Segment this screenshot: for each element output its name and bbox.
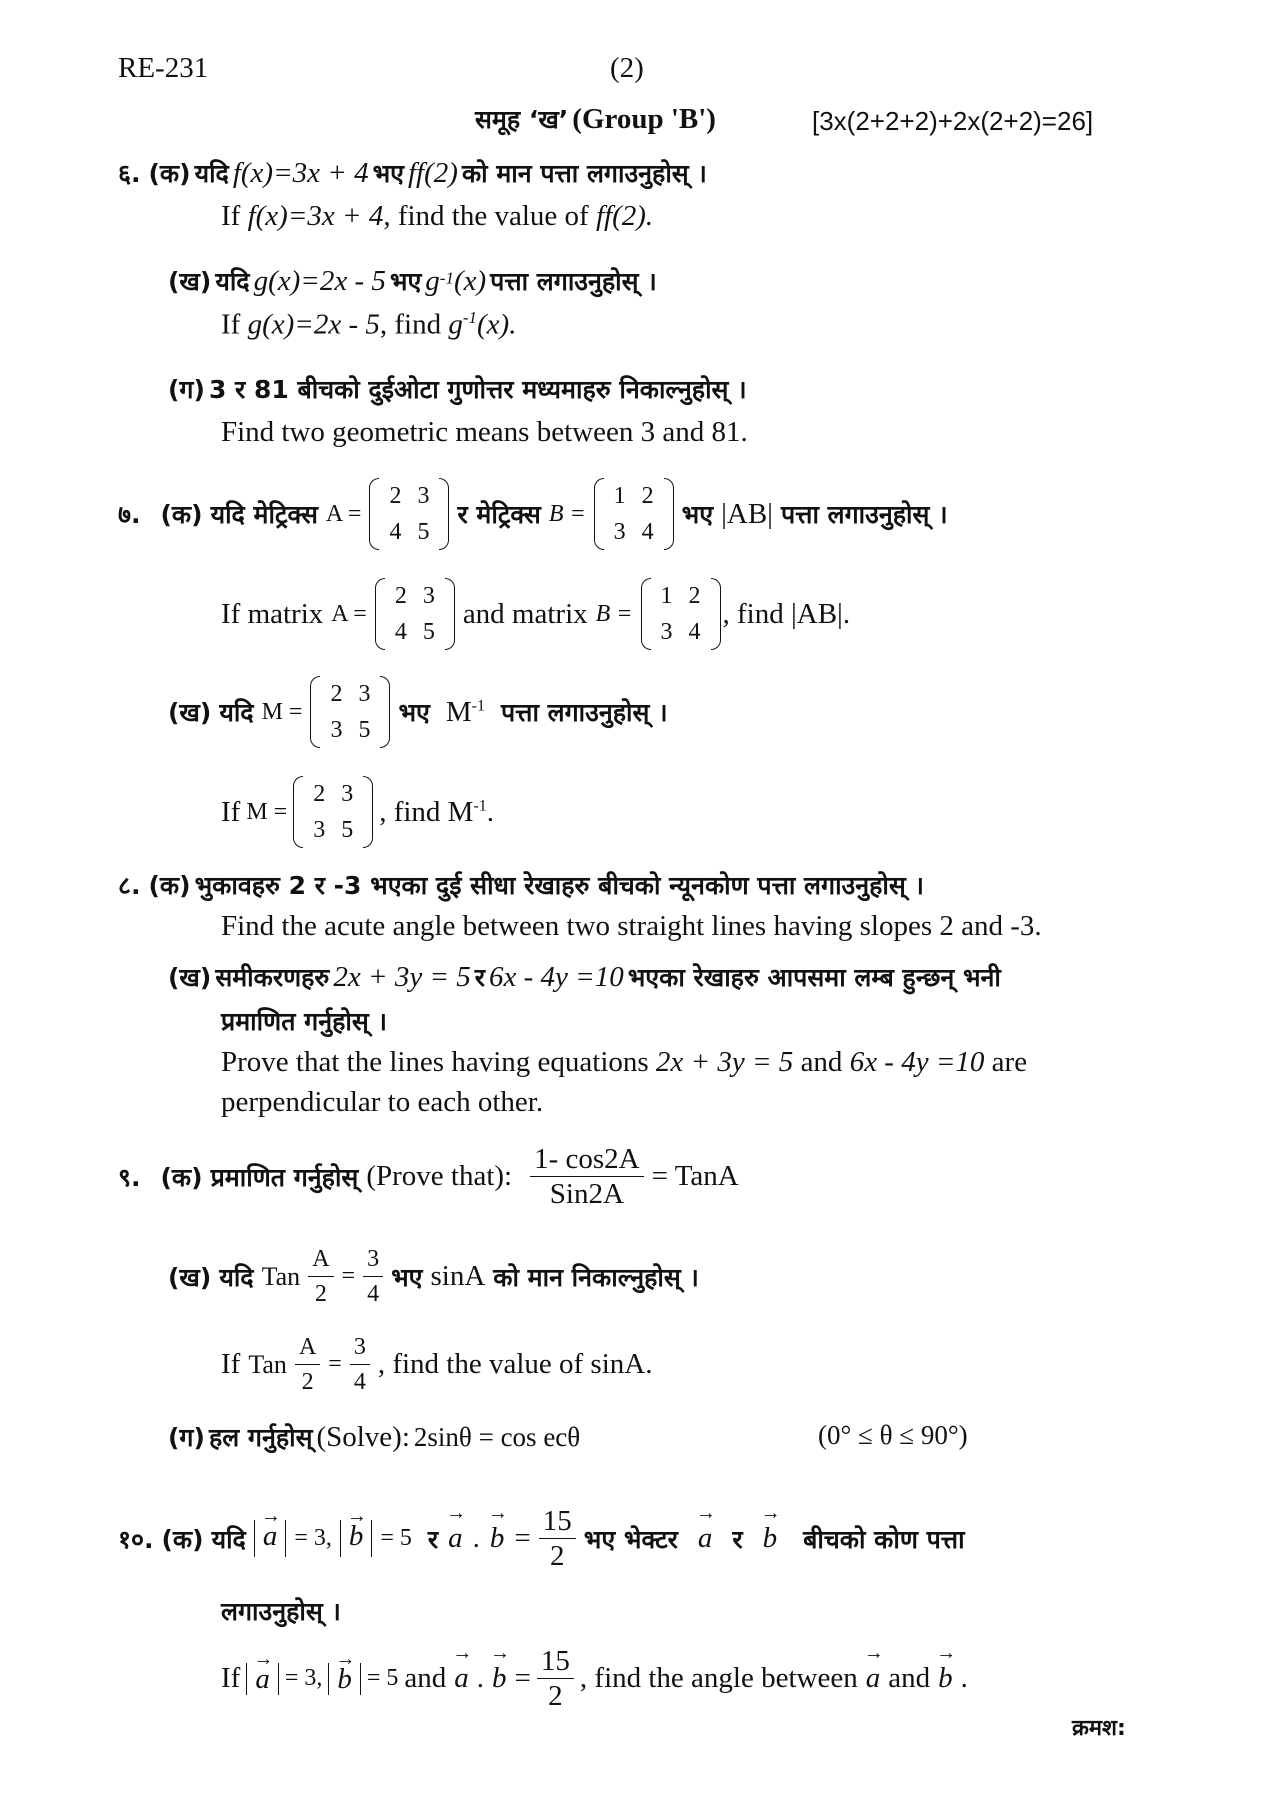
text: यदि मेट्रिक्स bbox=[210, 500, 318, 529]
magnitude-a bbox=[246, 1663, 279, 1695]
denominator: 2 bbox=[301, 1369, 314, 1395]
question-6b-np bbox=[168, 264, 657, 298]
part-label: (क) bbox=[148, 871, 191, 900]
matrix-cell: 1 bbox=[660, 583, 673, 609]
vector-a: → a bbox=[446, 1522, 465, 1555]
matrix-b bbox=[641, 578, 721, 650]
matrix-label: B = bbox=[548, 500, 586, 527]
question-6-number: ६. bbox=[118, 159, 141, 188]
matrix-cell: 2 bbox=[389, 483, 402, 509]
math-expression: Tan bbox=[248, 1349, 287, 1379]
part-label: (ख) bbox=[168, 963, 212, 992]
question-10-number: १०. bbox=[118, 1524, 154, 1554]
part-label: (ख) bbox=[168, 267, 212, 296]
text: If bbox=[221, 308, 241, 341]
question-8-number: ८. bbox=[118, 871, 141, 900]
part-label: (क) bbox=[160, 1162, 203, 1192]
numerator: A bbox=[295, 1330, 320, 1365]
question-7b-np bbox=[168, 676, 668, 748]
matrix-b bbox=[594, 478, 674, 550]
equation: 2sinθ = cos ecθ bbox=[413, 1422, 581, 1452]
text: . bbox=[486, 795, 495, 828]
text: Prove that the lines having equations bbox=[221, 1046, 649, 1078]
numerator: A bbox=[308, 1242, 333, 1277]
question-9b-np bbox=[168, 1242, 699, 1311]
math-expression: = 5 bbox=[366, 1665, 399, 1691]
superscript: -1 bbox=[439, 268, 454, 288]
equals-sign: = bbox=[514, 1522, 531, 1554]
vector-a: → a bbox=[696, 1522, 715, 1555]
text: को मान पत्ता लगाउनुहोस् । bbox=[461, 159, 707, 188]
math-expression: g bbox=[448, 308, 463, 341]
part-label: (क) bbox=[161, 1524, 204, 1554]
question-10a-np-line2: लगाउनुहोस् । bbox=[221, 1597, 341, 1626]
text: , find the angle between bbox=[579, 1662, 858, 1694]
matrix-cell: 4 bbox=[394, 619, 407, 645]
math-expression: |AB| bbox=[721, 497, 773, 530]
question-6c-np bbox=[168, 372, 747, 406]
text: यदि bbox=[219, 1262, 254, 1292]
superscript: -1 bbox=[471, 696, 485, 714]
text: If bbox=[221, 200, 241, 232]
math-expression: ff(2). bbox=[595, 200, 654, 232]
vector-b: → b bbox=[335, 1663, 354, 1695]
matrix-cell: 4 bbox=[688, 619, 701, 645]
matrix-cell: 1 bbox=[613, 483, 626, 509]
matrix-cell: 3 bbox=[417, 483, 430, 509]
question-9c-range: (0° ≤ θ ≤ 90°) bbox=[818, 1420, 968, 1450]
vector-b: → b bbox=[488, 1522, 507, 1555]
math-expression: M bbox=[445, 695, 472, 728]
text: , find the value of sinA. bbox=[377, 1348, 653, 1380]
question-9-number: ९. bbox=[118, 1162, 141, 1192]
text: . bbox=[960, 1662, 968, 1694]
matrix-a bbox=[369, 478, 449, 550]
group-heading-en: (Group 'B') bbox=[572, 103, 716, 135]
matrix-cell: 2 bbox=[688, 583, 701, 609]
matrix-cell: 3 bbox=[660, 619, 673, 645]
denominator: 4 bbox=[353, 1369, 366, 1395]
question-6a-en bbox=[221, 200, 653, 233]
page-number: (2) bbox=[610, 52, 644, 84]
text: पत्ता लगाउनुहोस् । bbox=[780, 500, 948, 529]
question-8a-en: Find the acute angle between two straight lines having slopes 2 and -3. bbox=[221, 910, 1042, 942]
question-7b-en bbox=[221, 776, 494, 848]
matrix-cell: 2 bbox=[641, 483, 654, 509]
denominator: 4 bbox=[367, 1281, 380, 1307]
matrix-cell: 2 bbox=[313, 781, 326, 807]
text: हल गर्नुहोस् bbox=[208, 1423, 313, 1452]
matrix-label: B = bbox=[595, 600, 633, 627]
vector-b: → b bbox=[490, 1662, 509, 1695]
superscript: -1 bbox=[462, 308, 478, 327]
math-expression: g bbox=[425, 265, 440, 297]
dot-operator: . bbox=[472, 1522, 480, 1554]
text: If bbox=[221, 1348, 241, 1380]
text: (Prove that): bbox=[366, 1160, 513, 1192]
equation: 2x + 3y = 5 bbox=[655, 1046, 794, 1078]
matrix-m bbox=[293, 776, 373, 848]
continued-marker: क्रमश: bbox=[1072, 1716, 1126, 1741]
text: and bbox=[888, 1662, 931, 1694]
question-9c bbox=[168, 1420, 580, 1454]
math-expression: (x) bbox=[453, 265, 487, 297]
denominator: 2 bbox=[548, 1680, 563, 1712]
numerator: 15 bbox=[537, 1644, 574, 1679]
question-8b-en-line1 bbox=[221, 1046, 1027, 1079]
text: बीचको कोण पत्ता bbox=[803, 1524, 965, 1554]
text: If bbox=[221, 1662, 241, 1694]
text: भए bbox=[372, 159, 404, 188]
question-8b-np-line2: प्रमाणित गर्नुहोस् । bbox=[221, 1007, 387, 1036]
text: र मेट्रिक्स bbox=[457, 500, 541, 529]
matrix-cell: 5 bbox=[422, 619, 435, 645]
vector-b: → b bbox=[761, 1522, 780, 1555]
text: र bbox=[474, 963, 485, 992]
vector-a: → a bbox=[261, 1520, 280, 1552]
math-expression: g(x)=2x - 5 bbox=[253, 265, 386, 297]
math-expression: sinA bbox=[430, 1260, 486, 1292]
matrix-cell: 4 bbox=[389, 519, 402, 545]
text: यदि bbox=[211, 1524, 246, 1554]
equation: 6x - 4y =10 bbox=[849, 1046, 985, 1078]
text: भए भेक्टर bbox=[583, 1524, 678, 1554]
matrix-label: A = bbox=[331, 600, 367, 627]
part-label: (क) bbox=[148, 159, 191, 188]
text: , find bbox=[379, 308, 442, 341]
fraction bbox=[308, 1242, 333, 1311]
matrix-cell: 3 bbox=[358, 681, 371, 707]
part-label: (ग) bbox=[168, 1423, 205, 1452]
text: को मान निकाल्नुहोस् । bbox=[493, 1262, 699, 1292]
text: भए bbox=[389, 267, 422, 296]
fraction bbox=[363, 1242, 383, 1311]
matrix-cell: 3 bbox=[341, 781, 354, 807]
text: पत्ता लगाउनुहोस् । bbox=[500, 698, 668, 727]
denominator: Sin2A bbox=[549, 1178, 624, 1210]
question-9b-en bbox=[221, 1330, 652, 1399]
text: र bbox=[427, 1524, 439, 1554]
marks-distribution: [3x(2+2+2)+2x(2+2)=26] bbox=[812, 106, 1094, 136]
magnitude-b bbox=[328, 1663, 361, 1695]
matrix-cell: 3 bbox=[422, 583, 435, 609]
matrix-m bbox=[310, 676, 390, 748]
text: and matrix bbox=[462, 597, 588, 630]
vector-b: → b bbox=[936, 1662, 955, 1695]
part-label: (ग) bbox=[168, 375, 205, 404]
magnitude-a bbox=[254, 1520, 287, 1557]
fraction bbox=[539, 1504, 576, 1573]
text: If matrix bbox=[221, 597, 324, 630]
question-6c-en: Find two geometric means between 3 and 81. bbox=[221, 416, 748, 448]
equation: 2x + 3y = 5 bbox=[333, 961, 471, 993]
math-expression: Tan bbox=[261, 1261, 301, 1291]
denominator: 2 bbox=[314, 1281, 327, 1307]
vector-b: → b bbox=[347, 1520, 366, 1552]
text: (Solve): bbox=[316, 1421, 410, 1453]
math-expression: f(x)=3x + 4 bbox=[232, 157, 369, 189]
matrix-cell: 2 bbox=[330, 681, 343, 707]
text: 3 र 81 बीचको दुईओटा गुणोत्तर मध्यमाहरु निकाल्नुहोस् । bbox=[208, 375, 747, 404]
numerator: 1- cos2A bbox=[530, 1142, 644, 1177]
question-10a-np-line1 bbox=[118, 1504, 965, 1573]
question-6a-np bbox=[118, 156, 707, 190]
fraction bbox=[537, 1644, 574, 1713]
vector-a: → a bbox=[253, 1663, 272, 1695]
fraction bbox=[530, 1142, 644, 1211]
text: and bbox=[800, 1046, 843, 1078]
part-label: (क) bbox=[160, 500, 203, 529]
fraction bbox=[350, 1330, 370, 1399]
matrix-cell: 2 bbox=[394, 583, 407, 609]
text: If bbox=[221, 795, 241, 828]
question-9a bbox=[118, 1142, 739, 1211]
equals-sign: = bbox=[328, 1351, 342, 1377]
part-label: (ख) bbox=[168, 698, 212, 727]
math-expression: = 3, bbox=[284, 1665, 323, 1691]
math-expression: f(x)=3x + 4 bbox=[247, 200, 384, 232]
numerator: 3 bbox=[350, 1330, 370, 1365]
text: समीकरणहरु bbox=[215, 963, 330, 992]
matrix-a bbox=[375, 578, 455, 650]
matrix-label: M = bbox=[246, 798, 288, 825]
text: यदि bbox=[215, 267, 250, 296]
matrix-cell: 3 bbox=[330, 717, 343, 743]
text: यदि bbox=[194, 159, 229, 188]
text: पत्ता लगाउनुहोस् । bbox=[490, 267, 657, 296]
text: प्रमाणित गर्नुहोस् bbox=[210, 1162, 359, 1192]
numerator: 15 bbox=[539, 1504, 576, 1539]
numerator: 3 bbox=[363, 1242, 383, 1277]
matrix-label: A = bbox=[325, 500, 362, 527]
text: भए bbox=[391, 1262, 423, 1292]
superscript: -1 bbox=[473, 796, 487, 814]
matrix-cell: 4 bbox=[641, 519, 654, 545]
group-heading bbox=[475, 102, 716, 136]
text: र bbox=[732, 1524, 743, 1554]
math-expression: = 3, bbox=[294, 1525, 332, 1551]
text: भए bbox=[398, 698, 430, 727]
question-7a-en bbox=[221, 578, 850, 650]
question-7a-np bbox=[118, 478, 948, 550]
matrix-cell: 5 bbox=[417, 519, 430, 545]
equals-sign: = bbox=[514, 1662, 531, 1694]
math-expression: g(x)=2x - 5 bbox=[247, 308, 380, 341]
text: and bbox=[404, 1662, 447, 1694]
equation: 6x - 4y =10 bbox=[489, 961, 624, 993]
math-expression: = TanA bbox=[651, 1160, 739, 1192]
text: यदि bbox=[219, 698, 254, 727]
text: भए bbox=[681, 500, 714, 529]
math-expression: (x). bbox=[477, 308, 517, 341]
matrix-cell: 5 bbox=[358, 717, 371, 743]
question-8b-en-line2: perpendicular to each other. bbox=[221, 1086, 544, 1118]
paper-code: RE-231 bbox=[118, 52, 209, 84]
text: , find |AB|. bbox=[722, 597, 851, 630]
text: , find M bbox=[379, 795, 474, 828]
text: , find the value of bbox=[383, 200, 589, 232]
question-6b-en bbox=[221, 308, 516, 342]
text: भुकावहरु 2 र -3 भएका दुई सीधा रेखाहरु बीचको न्यूनकोण पत्ता लगाउनुहोस् । bbox=[194, 871, 924, 900]
dot-operator: . bbox=[476, 1662, 485, 1694]
question-7-number: ७. bbox=[118, 500, 141, 529]
matrix-label: M = bbox=[261, 698, 303, 725]
group-heading-np: समूह ‘ख’ bbox=[475, 105, 569, 134]
matrix-cell: 3 bbox=[313, 817, 326, 843]
text: are bbox=[991, 1046, 1028, 1078]
denominator: 2 bbox=[550, 1540, 565, 1572]
fraction bbox=[295, 1330, 320, 1399]
math-expression: = 5 bbox=[380, 1525, 412, 1551]
vector-a: → a bbox=[452, 1662, 471, 1695]
question-8a-np bbox=[118, 868, 924, 902]
matrix-cell: 3 bbox=[613, 519, 626, 545]
question-10a-en bbox=[221, 1644, 968, 1713]
math-expression: ff(2) bbox=[408, 157, 458, 189]
equals-sign: = bbox=[341, 1263, 356, 1289]
text: भएका रेखाहरु आपसमा लम्ब हुन्छन् भनी bbox=[627, 963, 1001, 992]
vector-a: → a bbox=[864, 1662, 883, 1695]
matrix-cell: 5 bbox=[341, 817, 354, 843]
question-8b-np-line1 bbox=[168, 960, 1001, 994]
magnitude-b bbox=[340, 1520, 373, 1557]
part-label: (ख) bbox=[168, 1262, 212, 1292]
